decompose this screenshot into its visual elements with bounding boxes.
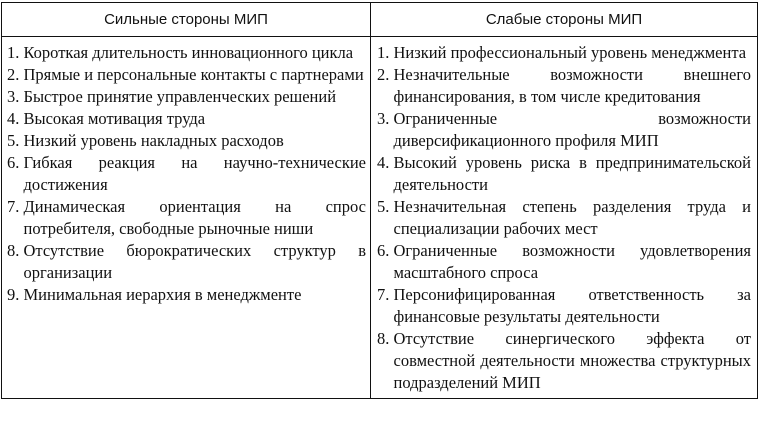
strengths-header: Сильные стороны МИП (2, 3, 371, 37)
list-item (7, 130, 366, 152)
item-text: Персонифицированная ответственность за финансовые результаты деятельности (393, 285, 751, 326)
item-number: 6. (377, 241, 394, 260)
list-item (377, 328, 751, 394)
item-number: 1. (7, 43, 24, 62)
item-text: Динамическая ориентация на спрос потребителя, свободные рыночные ниши (23, 197, 366, 238)
weaknesses-list (371, 37, 757, 398)
item-text: Отсутствие бюрократических структур в организации (23, 241, 366, 282)
item-number: 3. (377, 109, 394, 128)
weaknesses-header: Слабые стороны МИП (371, 3, 758, 37)
list-item (7, 240, 366, 284)
list-item (7, 108, 366, 130)
mip-comparison-table (1, 2, 758, 399)
item-text: Низкий профессиональный уровень менеджмента (393, 43, 747, 62)
item-text: Незначительные возможности внешнего финансирования, в том числе кредитования (393, 65, 751, 106)
item-text: Минимальная иерархия в менеджменте (23, 285, 302, 304)
item-text: Прямые и персональные контакты с партнерами (23, 65, 364, 84)
list-item (7, 86, 366, 108)
list-item (377, 64, 751, 108)
list-item (377, 152, 751, 196)
item-number: 2. (377, 65, 394, 84)
list-item (7, 152, 366, 196)
item-number: 8. (377, 329, 394, 348)
item-number: 4. (7, 109, 24, 128)
item-text: Незначительная степень разделения труда и специализации рабочих мест (393, 197, 751, 238)
strengths-list (2, 37, 370, 310)
item-number: 5. (7, 131, 24, 150)
item-number: 4. (377, 153, 394, 172)
item-text: Низкий уровень накладных расходов (23, 131, 284, 150)
list-item (7, 64, 366, 86)
item-number: 7. (7, 197, 24, 216)
list-item (377, 196, 751, 240)
list-item (377, 284, 751, 328)
item-number: 8. (7, 241, 24, 260)
list-item (7, 196, 366, 240)
list-item (377, 240, 751, 284)
table-body-row (2, 37, 758, 399)
item-text: Ограниченные возможности диверсификационного профиля МИП (393, 109, 751, 150)
strengths-cell (2, 37, 371, 399)
item-text: Быстрое принятие управленческих решений (23, 87, 337, 106)
item-number: 9. (7, 285, 24, 304)
item-text: Отсутствие синергического эффекта от совместной деятельности множества структурных подразделений МИП (393, 329, 751, 392)
table-header-row (2, 3, 758, 37)
list-item (7, 284, 366, 306)
weaknesses-cell (371, 37, 758, 399)
item-number: 6. (7, 153, 24, 172)
item-number: 3. (7, 87, 24, 106)
item-text: Короткая длительность инновационного цикла (23, 43, 354, 62)
item-text: Высокий уровень риска в предпринимательской деятельности (393, 153, 751, 194)
item-number: 7. (377, 285, 394, 304)
list-item (377, 42, 751, 64)
item-text: Ограниченные возможности удовлетворения масштабного спроса (393, 241, 751, 282)
list-item (377, 108, 751, 152)
item-text: Высокая мотивация труда (23, 109, 206, 128)
item-number: 1. (377, 43, 394, 62)
item-number: 5. (377, 197, 394, 216)
item-text: Гибкая реакция на научно-технические достижения (23, 153, 366, 194)
list-item (7, 42, 366, 64)
item-number: 2. (7, 65, 24, 84)
